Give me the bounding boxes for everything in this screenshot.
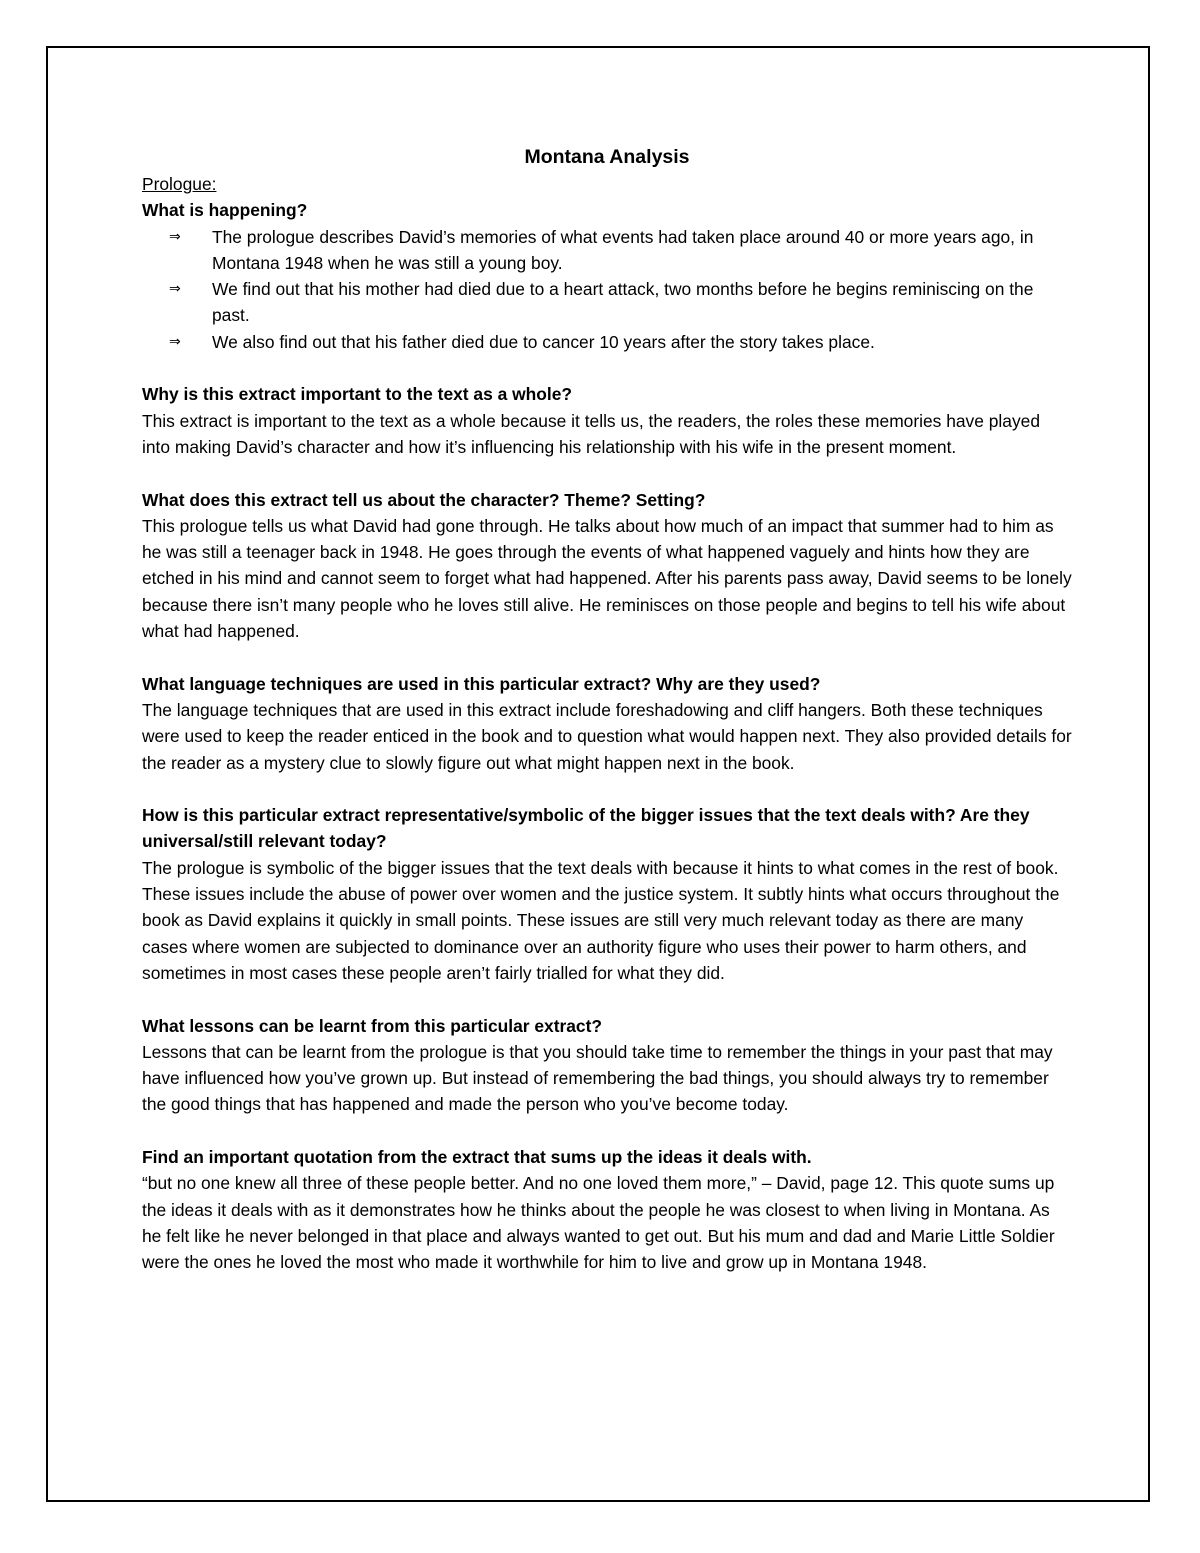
section-character-theme-setting [142,487,1072,645]
arrow-bullet-icon: ⇒ [169,281,181,298]
bullet-text: We find out that his mother had died due to a heart attack, two months before he begins reminiscing on the past. [212,279,1034,326]
question-heading: Why is this extract important to the text as a whole? [142,384,573,405]
question-heading: How is this particular extract representative/symbolic of the bigger issues that the text deals with? Are they universal/still relevant today? [142,805,1030,852]
question-heading: Find an important quotation from the extract that sums up the ideas it deals with. [142,1146,812,1167]
answer-paragraph: This extract is important to the text as a whole because it tells us, the readers, the roles these memories have played into making David’s character and how it’s influencing his relationship with his wife in the present moment. [142,410,1040,457]
document-body [142,143,1072,1302]
bullet-item [142,224,1072,277]
answer-paragraph: “but no one knew all three of these people better. And no one loved them more,” – David, page 12. This quote sums up the ideas it deals with as it demonstrates how he thinks about the people he was closest to when living in Montana. As he felt like he never belonged in that place and always wanted to get out. But his mum and dad and Marie Little Soldier were the ones he loved the most who made it worthwhile for him to live and grow up in Montana 1948. [142,1173,1055,1273]
arrow-bullet-icon: ⇒ [169,228,181,245]
bullet-item [142,329,1072,355]
section-quotation [142,1144,1072,1275]
section-bigger-issues [142,802,1072,986]
answer-paragraph: Lessons that can be learnt from the prologue is that you should take time to remember the things in your past that may have influenced how you’ve grown up. But instead of remembering the bad things, you should always try to remember the good things that has happened and made the person who you’ve become today. [142,1041,1053,1115]
bullet-text: We also find out that his father died due to cancer 10 years after the story takes place. [212,331,875,352]
question-heading: What does this extract tell us about the character? Theme? Setting? [142,489,706,510]
answer-paragraph: This prologue tells us what David had gone through. He talks about how much of an impact that summer had to him as he was still a teenager back in 1948. He goes through the events of what happened vaguely and hints how they are etched in his mind and cannot seem to forget what had happened. After his parents pass away, David seems to be lonely because there isn’t many people who he loves still alive. He reminisces on those people and begins to tell his wife about what had happened. [142,515,1072,642]
bullet-text: The prologue describes David’s memories of what events had taken place around 40 or more years ago, in Montana 1948 when he was still a young boy. [212,226,1034,273]
question-heading: What language techniques are used in this particular extract? Why are they used? [142,673,821,694]
question-heading: What lessons can be learnt from this particular extract? [142,1015,603,1036]
section-subheading: Prologue: [142,174,217,194]
section-importance [142,381,1072,460]
section-language-techniques [142,671,1072,776]
question-heading: What is happening? [142,200,308,221]
bullet-item [142,276,1072,329]
bullet-list [142,224,1072,355]
answer-paragraph: The prologue is symbolic of the bigger issues that the text deals with because it hints to what comes in the rest of book. These issues include the abuse of power over women and the justice system. It subtly hints what occurs throughout the book as David explains it quickly in small points. These issues are still very much relevant today as there are many cases where women are subjected to dominance over an authority figure who uses their power to harm others, and sometimes in most cases these people aren’t fairly trialled for what they did. [142,857,1060,983]
arrow-bullet-icon: ⇒ [169,333,181,350]
answer-paragraph: The language techniques that are used in this extract include foreshadowing and cliff hangers. Both these techniques were used to keep the reader enticed in the book and to question what would happen next. They also provided details for the reader as a mystery clue to slowly figure out what might happen next in the book. [142,699,1072,773]
page-title: Montana Analysis [524,146,690,168]
section-lessons [142,1013,1072,1118]
section-what-is-happening [142,197,1072,355]
